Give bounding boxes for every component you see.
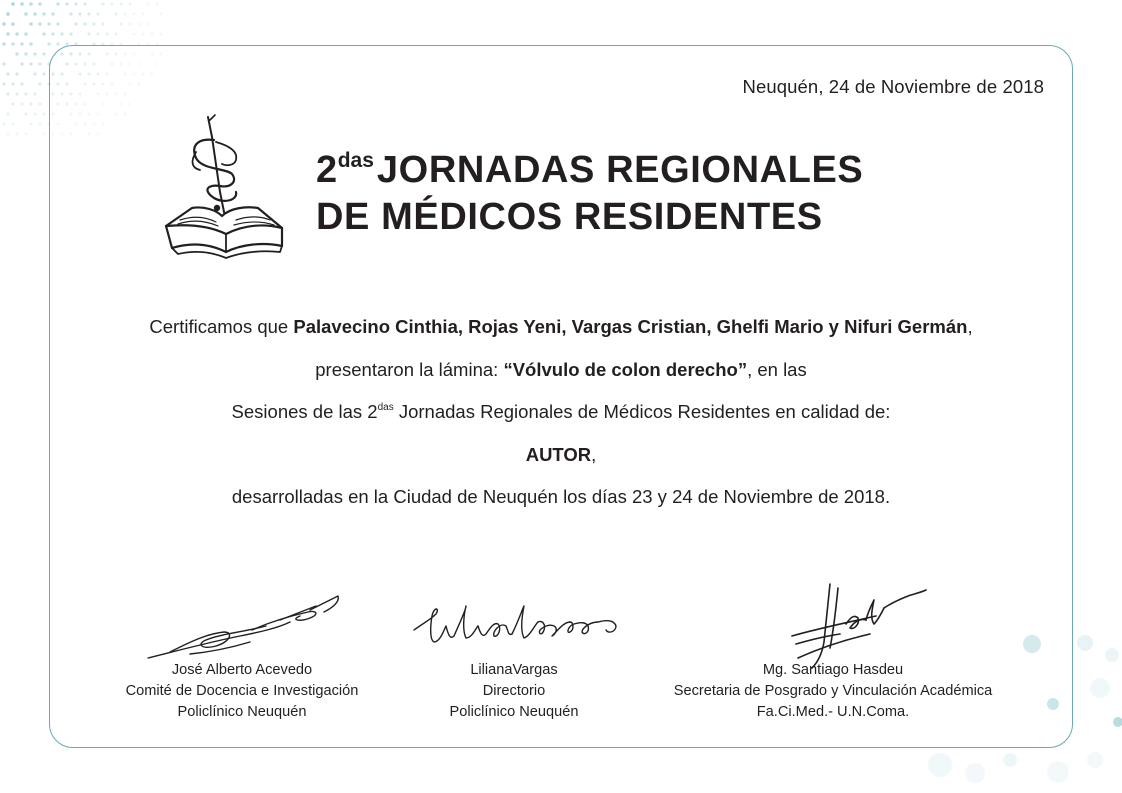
line-1-prefix: Certificamos que: [149, 316, 294, 337]
decorative-dot: [105, 32, 108, 35]
signatory-3-institution: Fa.Ci.Med.- U.N.Coma.: [756, 704, 910, 720]
decorative-dot: [7, 133, 10, 136]
decorative-dot: [60, 32, 63, 35]
certificate-line-location-dates: desarrolladas en la Ciudad de Neuquén los días 23 y 24 de Noviembre de 2018.: [231, 486, 891, 507]
decorative-dot: [142, 33, 145, 36]
line-3-suffix: Jornadas Regionales de Médicos Residentes en calidad de:: [393, 401, 891, 422]
decorative-dot: [115, 13, 118, 16]
decorative-dot: [11, 2, 15, 6]
event-title: [316, 150, 863, 244]
decorative-dot: [133, 33, 136, 36]
decorative-dot: [56, 2, 59, 5]
decorative-dot: [29, 2, 33, 6]
line-2-prefix: presentaron la lámina:: [315, 359, 504, 380]
decorative-dot: [2, 42, 5, 45]
decorative-dot: [12, 123, 15, 126]
issue-date: Neuquén, 24 de Noviembre de 2018: [742, 76, 1044, 97]
signatory-1-position: Comité de Docencia e Investigación: [125, 683, 359, 699]
decorative-dot: [38, 102, 41, 105]
decorative-dot: [129, 3, 132, 6]
signatory-1: [92, 660, 392, 723]
decorative-dot: [25, 113, 28, 116]
decorative-dot: [1090, 678, 1110, 698]
decorative-dot: [24, 52, 27, 55]
decorative-dot: [965, 763, 985, 783]
decorative-dot: [33, 92, 36, 95]
decorative-dot: [15, 32, 19, 36]
decorative-dot: [56, 42, 59, 45]
decorative-dot: [87, 12, 90, 15]
decorative-dot: [24, 12, 28, 16]
decorative-dot: [160, 33, 163, 36]
decorative-dot: [39, 123, 42, 126]
decorative-dot: [69, 12, 72, 15]
title-line-1-text: JORNADAS REGIONALES: [376, 149, 864, 191]
decorative-dot: [42, 72, 45, 75]
work-title: “Vólvulo de colon derecho”: [503, 359, 748, 380]
decorative-dot: [124, 13, 127, 16]
decorative-dot: [96, 32, 99, 35]
decorative-dot: [120, 23, 123, 26]
decorative-dot: [15, 72, 18, 75]
decorative-dot: [83, 22, 86, 25]
decorative-dot: [33, 72, 36, 75]
decorative-dot: [110, 2, 113, 5]
line-2-suffix: , en las: [747, 359, 807, 380]
signatory-3: [633, 660, 1033, 723]
decorative-dot: [83, 2, 86, 5]
decorative-dot: [151, 33, 154, 36]
decorative-dot: [20, 62, 23, 65]
signatory-2-position: Directorio: [482, 683, 546, 699]
decorative-dot: [16, 133, 19, 136]
decorative-dot: [69, 32, 72, 35]
decorative-dot: [29, 22, 33, 26]
decorative-dot: [47, 22, 50, 25]
decorative-dot: [2, 82, 5, 85]
decorative-dot: [11, 102, 14, 105]
decorative-dot: [43, 113, 46, 116]
decorative-dot: [30, 123, 33, 126]
title-ordinal-number: 2: [316, 149, 338, 191]
decorative-dot: [42, 32, 45, 35]
event-title-line-2: DE MÉDICOS RESIDENTES: [316, 196, 823, 238]
decorative-dot: [20, 42, 23, 45]
decorative-dot: [3, 123, 6, 126]
decorative-dot: [20, 2, 24, 6]
decorative-dot: [24, 92, 27, 95]
decorative-dot: [928, 753, 952, 777]
decorative-dot: [78, 12, 81, 15]
decorative-dot: [147, 3, 150, 6]
signatory-3-name: Mg. Santiago Hasdeu: [762, 662, 904, 678]
decorative-dot: [34, 113, 37, 116]
decorative-dot: [96, 12, 99, 15]
decorative-dot: [101, 2, 104, 5]
decorative-dot: [38, 2, 42, 6]
certificate-line-work: [0, 359, 1122, 381]
decorative-dot: [42, 12, 45, 15]
decorative-dot: [24, 32, 27, 35]
decorative-dot: [51, 12, 54, 15]
decorative-dot: [29, 42, 32, 45]
signatory-2-name: LilianaVargas: [470, 662, 558, 678]
title-ordinal-suffix: das: [337, 149, 374, 172]
decorative-dot: [2, 62, 5, 65]
decorative-dot: [6, 92, 9, 95]
decorative-dot: [20, 102, 23, 105]
decorative-dot: [156, 3, 159, 6]
certificate-line-sessions: [0, 401, 1122, 423]
role-suffix: ,: [591, 444, 597, 465]
line-3-prefix: Sesiones de las 2: [231, 401, 378, 422]
decorative-dot: [74, 22, 77, 25]
decorative-dot: [1105, 648, 1119, 662]
decorative-dot: [1113, 717, 1122, 727]
role: AUTOR: [525, 444, 592, 465]
book-with-stethoscope-and-caduceus-icon: [160, 112, 290, 262]
decorative-dot: [43, 133, 46, 136]
decorative-dot: [47, 42, 50, 45]
decorative-dot: [51, 32, 54, 35]
decorative-dot: [42, 52, 45, 55]
decorative-dot: [129, 23, 132, 26]
decorative-dot: [11, 42, 14, 45]
decorative-dot: [38, 82, 41, 85]
decorative-dot: [133, 13, 136, 16]
line-3-ordinal-suffix: das: [377, 402, 394, 413]
decorative-dot: [2, 22, 6, 26]
signatory-1-institution: Policlínico Neuquén: [177, 704, 307, 720]
decorative-dot: [1047, 761, 1069, 783]
decorative-dot: [38, 22, 41, 25]
decorative-dot: [29, 102, 32, 105]
decorative-dot: [1077, 635, 1093, 651]
decorative-dot: [20, 82, 23, 85]
decorative-dot: [33, 52, 36, 55]
decorative-dot: [11, 22, 15, 26]
decorative-dot: [6, 72, 9, 75]
decorative-dot: [1087, 752, 1103, 768]
decorative-dot: [65, 2, 68, 5]
decorative-dot: [87, 32, 90, 35]
decorative-dot: [138, 23, 141, 26]
signatory-3-position: Secretaria de Posgrado y Vinculación Académica: [673, 683, 993, 699]
signatory-2-institution: Policlínico Neuquén: [449, 704, 579, 720]
certificate-line-role: [0, 444, 1122, 466]
decorative-dot: [1003, 753, 1017, 767]
author-names: Palavecino Cinthia, Rojas Yeni, Vargas Cristian, Ghelfi Mario y Nifuri Germán: [293, 316, 968, 337]
line-1-suffix: ,: [967, 316, 973, 337]
decorative-dot: [56, 22, 59, 25]
decorative-dot: [101, 22, 104, 25]
certificate-line-authors: [0, 316, 1122, 338]
decorative-dot: [6, 32, 10, 36]
decorative-dot: [92, 22, 95, 25]
decorative-dot: [25, 133, 28, 136]
signatory-2: [364, 660, 664, 723]
decorative-dot: [6, 12, 10, 16]
event-title-line-1: [316, 150, 863, 196]
decorative-dot: [11, 82, 14, 85]
decorative-dot: [38, 62, 41, 65]
decorative-dot: [120, 3, 123, 6]
decorative-dot: [33, 12, 37, 16]
decorative-dot: [29, 62, 32, 65]
decorative-dot: [147, 23, 150, 26]
decorative-dot: [15, 52, 18, 55]
decorative-dot: [115, 33, 118, 36]
signatory-1-name: José Alberto Acevedo: [171, 662, 313, 678]
decorative-dot: [7, 113, 10, 116]
decorative-dot: [15, 92, 18, 95]
decorative-dot: [160, 13, 163, 16]
decorative-dot: [74, 2, 77, 5]
decorative-dot: [142, 13, 145, 16]
